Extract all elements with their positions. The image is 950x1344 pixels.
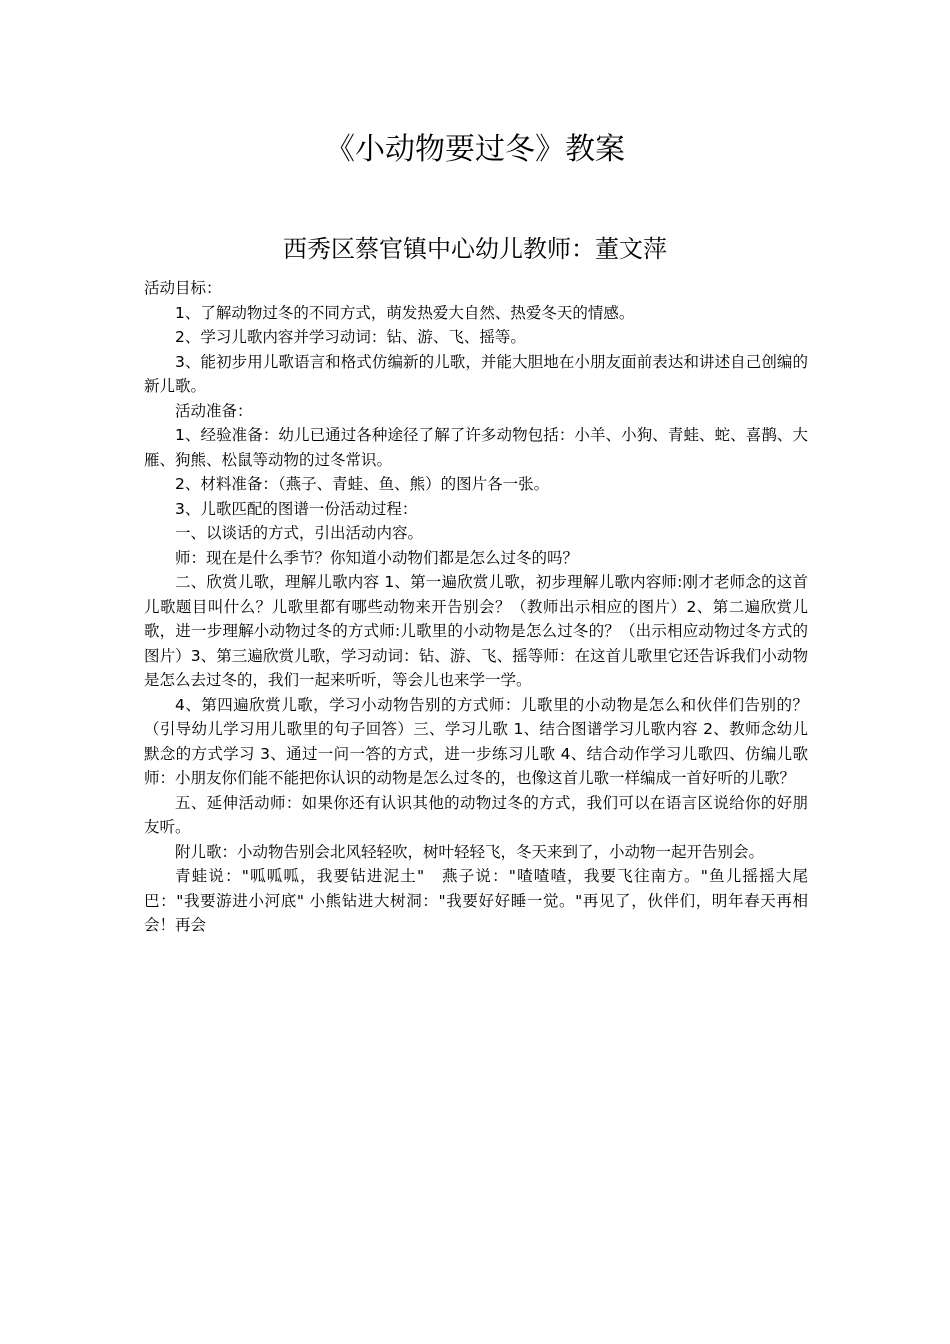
- paragraph-process-4: 4、第四遍欣赏儿歌，学习小动物告别的方式师：儿歌里的小动物是怎么和伙伴们告别的？（引导幼儿学习用儿歌里的句子回答）三、学习儿歌 1、结合图谱学习儿歌内容 2、教师念幼儿默念的方式学习 3、通过一问一答的方式，进一步练习儿歌 4、结合动作学习儿歌四、仿编儿歌师：小朋友你们能不能把你认识的动物是怎么过冬的，也像这首儿歌一样编成一首好听的儿歌？: [144, 695, 808, 787]
- document-body: [144, 276, 808, 938]
- document-subtitle: 西秀区蔡官镇中心幼儿教师：董文萍: [283, 235, 667, 263]
- paragraph-song-lines: 青蛙说："呱呱呱，我要钻进泥土" 燕子说："喳喳喳，我要飞往南方。"鱼儿摇摇大尾巴："我要游进小河底" 小熊钻进大树洞："我要好好睡一觉。"再见了，伙伴们，明年春天再相会！再会: [144, 867, 808, 934]
- paragraph-extension: 五、延伸活动师：如果你还有认识其他的动物过冬的方式，我们可以在语言区说给你的好朋友听。: [144, 793, 808, 836]
- paragraph-prep-2: 2、材料准备：（燕子、青蛙、鱼、熊）的图片各一张。: [175, 475, 550, 493]
- paragraph-process-2: 二、欣赏儿歌，理解儿歌内容 1、第一遍欣赏儿歌，初步理解儿歌内容师:刚才老师念的这首儿歌题目叫什么？儿歌里都有哪些动物来开告别会？（教师出示相应的图片）2、第二遍欣赏儿歌，进一步理解小动物过冬的方式师:儿歌里的小动物是怎么过冬的？（出示相应动物过冬方式的图片）3、第三遍欣赏儿歌，学习动词：钻、游、飞、摇等师：在这首儿歌里它还告诉我们小动物是怎么去过冬的，我们一起来听听，等会儿也来学一学。: [144, 573, 808, 689]
- paragraph-goals-heading: 活动目标：: [144, 279, 222, 297]
- paragraph-teacher-question: 师：现在是什么季节？你知道小动物们都是怎么过冬的吗？: [175, 548, 579, 567]
- paragraph-prep-heading: 活动准备：: [175, 401, 253, 420]
- paragraph-prep-3: 3、儿歌匹配的图谱一份活动过程：: [175, 499, 418, 518]
- paragraph-goal-1: 1、了解动物过冬的不同方式，萌发热爱大自然、热爱冬天的情感。: [175, 303, 635, 322]
- paragraph-goal-2: 2、学习儿歌内容并学习动词：钻、游、飞、摇等。: [175, 328, 526, 346]
- paragraph-appendix-song: 附儿歌：小动物告别会北风轻轻吹，树叶轻轻飞，冬天来到了，小动物一起开告别会。: [175, 842, 765, 861]
- paragraph-prep-1: 1、经验准备：幼儿已通过各种途径了解了许多动物包括：小羊、小狗、青蛙、蛇、喜鹊、大雁、狗熊、松鼠等动物的过冬常识。: [144, 426, 808, 469]
- paragraph-goal-3: 3、能初步用儿歌语言和格式仿编新的儿歌，并能大胆地在小朋友面前表达和讲述自己创编的新儿歌。: [144, 352, 808, 395]
- paragraph-process-1: 一、以谈话的方式，引出活动内容。: [175, 524, 424, 542]
- document-title: 《小动物要过冬》教案: [325, 132, 625, 167]
